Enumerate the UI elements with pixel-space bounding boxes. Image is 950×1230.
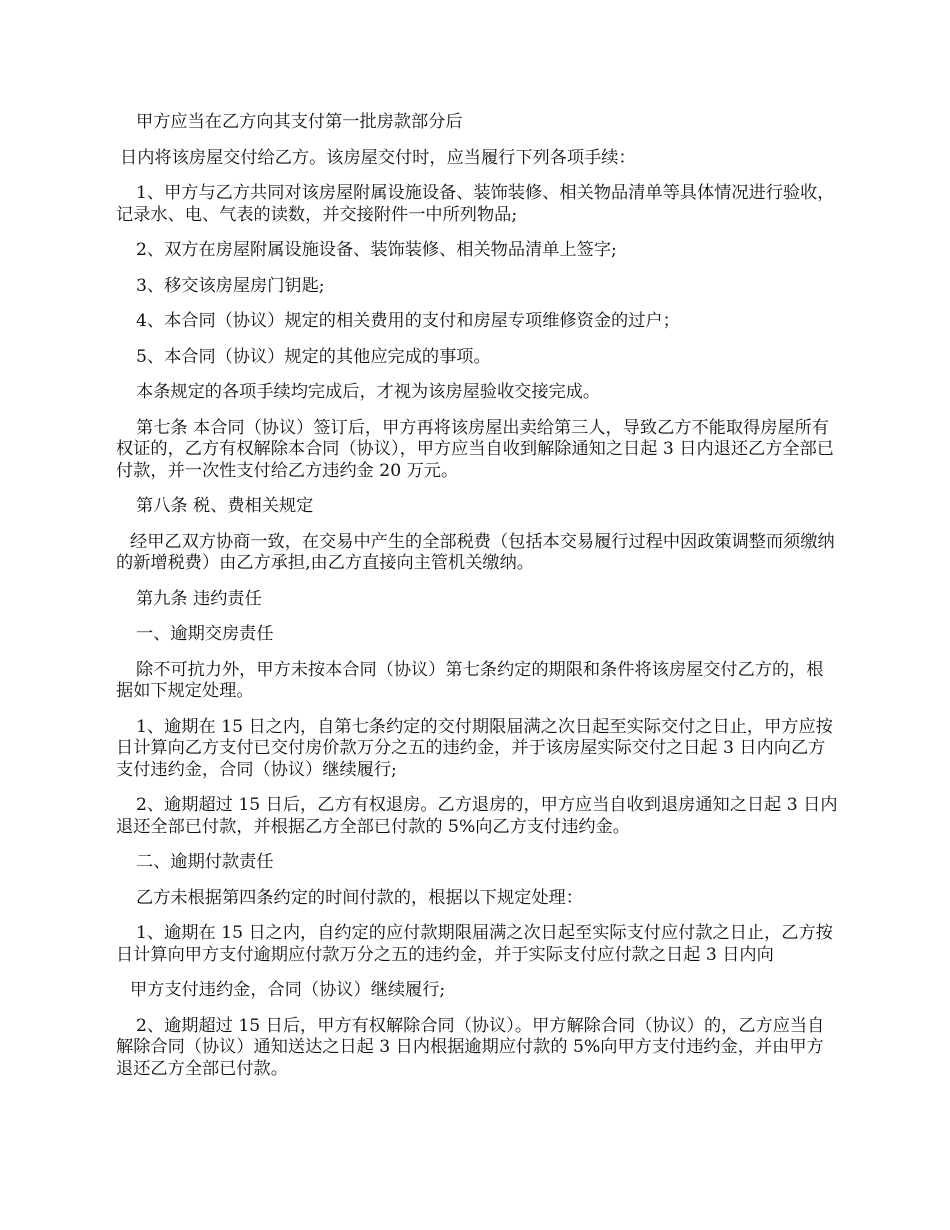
paragraph-item-other: 5、本合同（协议）规定的其他应完成的事项。 [136,346,491,367]
paragraph-late-payment-intro: 乙方未根据第四条约定的时间付款的，根据以下规定处理： [136,887,583,908]
paragraph-delivery-intro: 甲方应当在乙方向其支付第一批房款部分后 [136,112,463,132]
paragraph-item-fees: 4、本合同（协议）规定的相关费用的支付和房屋专项维修资金的过户； [136,311,680,331]
paragraph-item-keys: 3、移交该房屋房门钥匙; [136,275,325,296]
paragraph-taxes: 经甲乙双方协商一致，在交易中产生的全部税费（包括本交易履行过程中因政策调整而须缴纳的新增税费）由乙方承担,由乙方直接向主管机关缴纳。 [116,531,835,573]
paragraph-item-inspection: 1、甲方与乙方共同对该房屋附属设施设备、装饰装修、相关物品清单等具体情况进行验收，记录水、电、气表的读数，并交接附件一中所列物品; [116,183,835,225]
paragraph-late-payment-over-15: 2、逾期超过 15 日后，甲方有权解除合同（协议）。甲方解除合同（协议）的，乙方应当自解除合同（协议）通知送达之日起 3 日内根据逾期应付款的 5%向甲方支付违约金，并由甲方退还乙方全部已付款。 [116,1015,825,1079]
heading-late-payment: 二、逾期付款责任 [136,852,274,872]
paragraph-late-payment-within-15: 1、逾期在 15 日之内，自约定的应付款期限届满之次日起至实际支付应付款之日止，乙方按日计算向甲方支付逾期应付款万分之五的违约金，并于实际支付应付款之日起 3 日内向 [116,923,833,965]
paragraph-late-delivery-intro: 除不可抗力外，甲方未按本合同（协议）第七条约定的期限和条件将该房屋交付乙方的，根据如下规定处理。 [116,659,824,701]
paragraph-delivery-procedures: 日内将该房屋交付给乙方。该房屋交付时，应当履行下列各项手续： [120,147,636,168]
paragraph-handover-complete: 本条规定的各项手续均完成后，才视为该房屋验收交接完成。 [136,382,601,402]
paragraph-late-delivery-within-15: 1、逾期在 15 日之内，自第七条约定的交付期限届满之次日起至实际交付之日止，甲方应按日计算向乙方支付已交付房价款万分之五的违约金，并于该房屋实际交付之日起 3 日内向乙方支付违约金，合同（协议）继续履行; [116,716,833,780]
heading-article-nine: 第九条 违约责任 [136,588,262,609]
heading-article-eight: 第八条 税、费相关规定 [136,496,314,516]
paragraph-late-delivery-over-15: 2、逾期超过 15 日后，乙方有权退房。乙方退房的，甲方应当自收到退房通知之日起 3 日内退还全部已付款，并根据乙方全部已付款的 5%向乙方支付违约金。 [116,795,838,837]
paragraph-late-payment-continue: 甲方支付违约金，合同（协议）继续履行; [130,980,446,1000]
paragraph-item-sign: 2、双方在房屋附属设施设备、装饰装修、相关物品清单上签字; [136,240,617,260]
paragraph-article-seven: 第七条 本合同（协议）签订后，甲方再将该房屋出卖给第三人，导致乙方不能取得房屋所有权证的，乙方有权解除本合同（协议），甲方应当自收到解除通知之日起 3 日内退还乙方全部已付款，并一次性支付给乙方违约金 20 万元。 [116,417,834,481]
heading-late-delivery: 一、逾期交房责任 [136,624,274,644]
